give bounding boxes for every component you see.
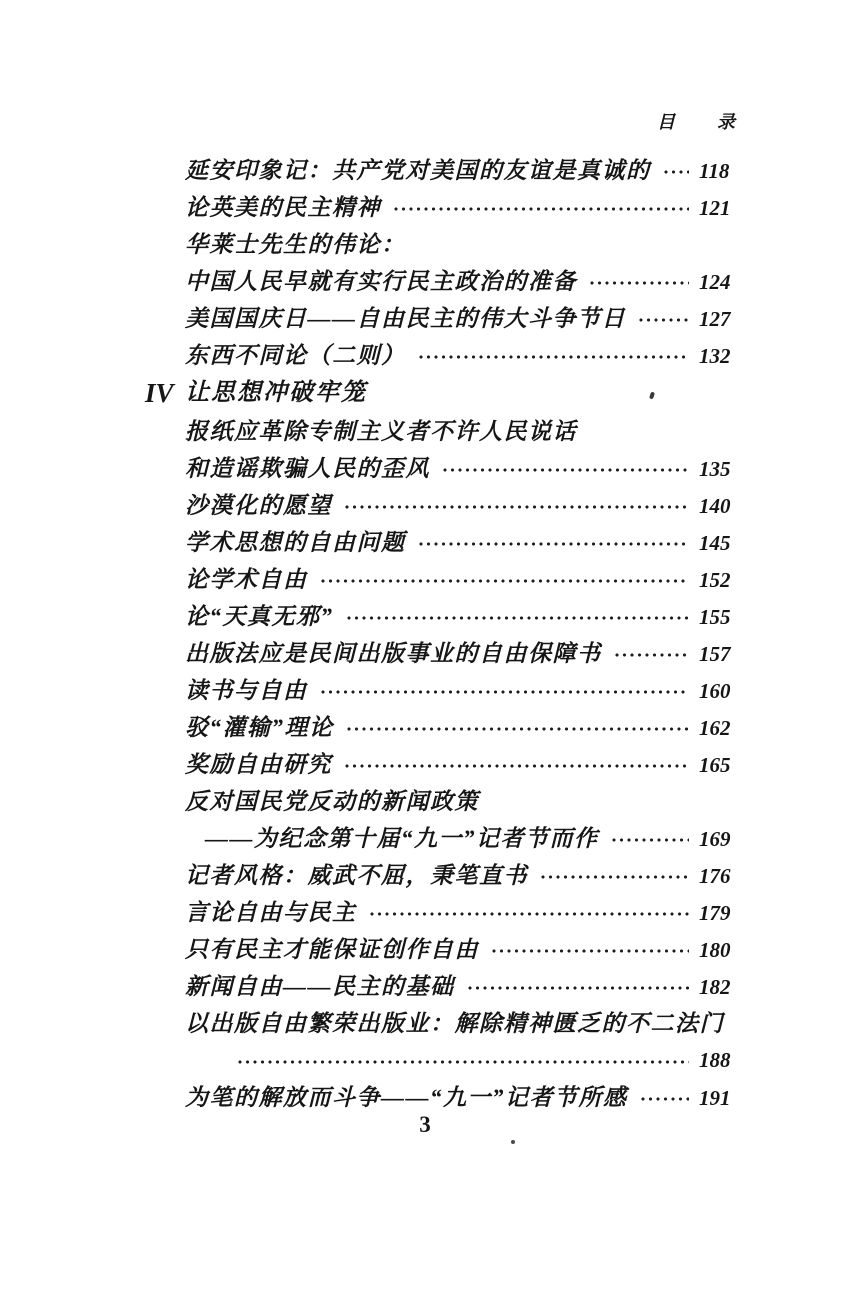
- section-numeral: IV: [145, 378, 174, 408]
- toc-entry: [185, 226, 745, 263]
- toc-entry: [185, 931, 745, 968]
- toc-entry-title: 新闻自由——民主的基础: [185, 974, 455, 999]
- dot-leader: [344, 761, 689, 769]
- toc-entry-title: 只有民主才能保证创作自由: [185, 937, 479, 962]
- toc-entry-page: 132: [699, 344, 731, 368]
- toc-entry-title: 沙漠化的愿望: [185, 493, 332, 518]
- toc-entry-title: 出版法应是民间出版事业的自由保障书: [185, 641, 602, 666]
- toc-entry-title: 论学术自由: [185, 567, 308, 592]
- toc-entry-page: 180: [699, 938, 731, 962]
- toc-entry-title: 东西不同论（二则）: [185, 343, 406, 368]
- toc-entry-title: 延安印象记：共产党对美国的友谊是真诚的: [185, 158, 651, 183]
- dot-leader: [320, 687, 690, 695]
- dot-leader: [611, 835, 690, 843]
- toc-entry-title: 奖励自由研究: [185, 752, 332, 777]
- toc-entry-page: 160: [699, 679, 731, 703]
- toc-entry-title: 以出版自由繁荣出版业：解除精神匮乏的不二法门: [185, 1011, 724, 1036]
- toc-entry-title: 和造谣欺骗人民的歪风: [185, 456, 430, 481]
- toc-entry: [185, 189, 745, 226]
- toc-entry-page: 157: [699, 642, 731, 666]
- toc-entry-title: 学术思想的自由问题: [185, 530, 406, 555]
- toc-entry: [185, 1005, 745, 1042]
- toc-entry-page: 155: [699, 605, 731, 629]
- toc-entry-page: 121: [699, 196, 731, 220]
- section-heading: [145, 374, 745, 413]
- toc-entry: [185, 487, 745, 524]
- toc-entry-title: 中国人民早就有实行民主政治的准备: [185, 269, 577, 294]
- toc-entry-title: 读书与自由: [185, 678, 308, 703]
- toc-entry: [185, 672, 745, 709]
- toc-entry-title: 论“天真无邪”: [185, 604, 334, 629]
- toc-entry-page: 140: [699, 494, 731, 518]
- toc-entry: [185, 413, 745, 450]
- toc-entry: [185, 337, 745, 374]
- toc-entry-title: 论英美的民主精神: [185, 195, 381, 220]
- toc-entry: [185, 561, 745, 598]
- toc-entry: [185, 894, 745, 931]
- dot-leader: [663, 167, 690, 175]
- dot-leader: [442, 465, 689, 473]
- toc-entry-page: 124: [699, 270, 731, 294]
- toc-entry: [185, 152, 745, 189]
- toc-entry: [185, 968, 745, 1005]
- toc-entry: [185, 783, 745, 820]
- dot-leader: [491, 946, 689, 954]
- toc-entry-title: 驳“灌输”理论: [185, 715, 334, 740]
- toc-entry-page: 162: [699, 716, 731, 740]
- dot-leader: [237, 1057, 689, 1065]
- dot-leader: [638, 315, 689, 323]
- toc-list: [145, 152, 745, 1116]
- dot-leader: [540, 872, 689, 880]
- section-title: 让思想冲破牢笼: [185, 380, 367, 406]
- dot-leader: [346, 613, 690, 621]
- toc-entry-page: 188: [699, 1048, 731, 1072]
- toc-entry: [185, 300, 745, 337]
- dot-leader: [467, 983, 690, 991]
- dot-leader: [640, 1094, 690, 1102]
- toc-entry-page: 118: [699, 159, 730, 183]
- toc-entry-title: 为笔的解放而斗争——“九一”记者节所感: [185, 1085, 628, 1110]
- toc-entry-title: ——为纪念第十届“九一”记者节而作: [205, 826, 599, 851]
- toc-entry-title: 记者风格：威武不屈，秉笔直书: [185, 863, 528, 888]
- toc-entry-page: 145: [699, 531, 731, 555]
- toc-entry: [185, 820, 745, 857]
- page-number: 3: [419, 1112, 431, 1137]
- toc-entry-page: 169: [699, 827, 731, 851]
- toc-entry: [185, 857, 745, 894]
- toc-entry-page: 127: [699, 307, 731, 331]
- toc-entry: [185, 709, 745, 746]
- toc-entry-title: 报纸应革除专制主义者不许人民说话: [185, 419, 577, 444]
- toc-entry-page: 182: [699, 975, 731, 999]
- dot-leader: [418, 539, 690, 547]
- toc-entry-page: 165: [699, 753, 731, 777]
- dot-leader: [344, 502, 689, 510]
- toc-entry: [185, 450, 745, 487]
- dot-leader: [589, 278, 689, 286]
- toc-entry-page: 152: [699, 568, 731, 592]
- dot-leader: [369, 909, 690, 917]
- toc-entry-title: 华莱士先生的伟论：: [185, 232, 406, 257]
- toc-entry-title: 言论自由与民主: [185, 900, 357, 925]
- toc-entry-page: 179: [699, 901, 731, 925]
- toc-entry: [185, 746, 745, 783]
- toc-entry: [185, 263, 745, 300]
- dot-leader: [346, 724, 690, 732]
- dot-leader: [393, 204, 689, 212]
- toc-entry: [185, 635, 745, 672]
- dot-leader: [418, 352, 690, 360]
- toc-entry-page: 191: [699, 1086, 731, 1110]
- dot-leader: [320, 576, 690, 584]
- scan-artifact: [511, 1140, 515, 1144]
- toc-entry: [185, 1042, 745, 1079]
- toc-entry-page: 135: [699, 457, 731, 481]
- toc-entry: [185, 1079, 745, 1116]
- dot-leader: [614, 650, 690, 658]
- toc-entry-page: 176: [699, 864, 731, 888]
- toc-entry: [185, 598, 745, 635]
- toc-entry-title: 美国国庆日——自由民主的伟大斗争节日: [185, 306, 626, 331]
- page-header-title: 目 录: [657, 112, 737, 132]
- toc-entry: [185, 524, 745, 561]
- toc-entry-title: 反对国民党反动的新闻政策: [185, 789, 479, 814]
